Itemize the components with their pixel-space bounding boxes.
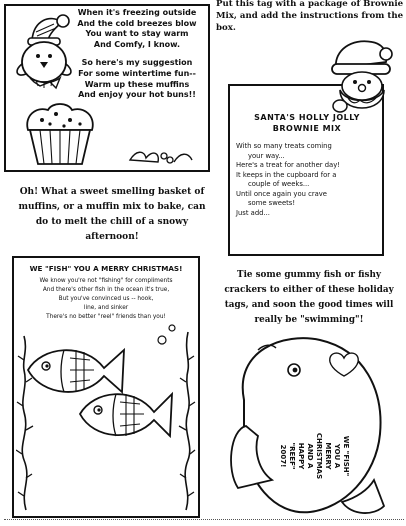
fish-tag-verse: [16, 277, 196, 322]
title-line: BROWNIE MIX: [272, 124, 342, 133]
verse-line: And Comfy, I know.: [93, 39, 181, 49]
verse-line: But you've convinced us -- hook,: [58, 296, 154, 302]
message-line: AND A: [306, 443, 314, 469]
message-line: HAPPY: [297, 442, 305, 470]
title-line: SANTA'S HOLLY JOLLY: [254, 113, 360, 122]
tag-line: Until once again you crave: [236, 189, 327, 198]
verse-line: There's no better "reel" friends than you!: [46, 314, 166, 320]
fish-illustration: [76, 384, 176, 444]
fish-tag-message: [278, 392, 350, 520]
verse-line: For some wintertime fun--: [78, 68, 196, 78]
message-line: "REEF": [288, 442, 296, 470]
verse-line: line, and sinker: [83, 305, 129, 311]
brownie-instructions: Put this tag with a package of Brownie Mix, and add the instructions from the box.: [216, 0, 404, 33]
tag-line: Here's a treat for another day!: [236, 161, 340, 169]
verse-line: So here's my suggestion: [81, 58, 193, 68]
message-line: WE "FISH": [342, 435, 350, 477]
verse-line: We know you're not "fishing" for compliments: [39, 278, 173, 284]
muffin-caption: Oh! What a sweet smelling basket of muffins, or a muffin mix to bake, can do to melt the chill of a snowy afternoon!: [18, 187, 206, 242]
verse-line: You want to stay warm: [85, 29, 189, 39]
verse-line: Warm up these muffins: [84, 79, 190, 89]
muffin-verse: [72, 8, 202, 101]
verse-line: And enjoy your hot buns!!: [78, 90, 196, 100]
bird-illustration: [10, 10, 76, 98]
tag-line: some sweets!: [248, 199, 296, 207]
verse-line: And the cold breezes blow: [77, 18, 197, 28]
message-line: MERRY: [324, 442, 332, 470]
verse-line: When it's freezing outside: [77, 8, 197, 17]
message-line: 2007!: [279, 444, 287, 468]
verse-line: And there's other fish in the ocean it's true,: [42, 287, 170, 293]
tag-line: your way...: [248, 151, 285, 160]
page-bottom-rule: [4, 519, 404, 520]
brownie-tag-body: [236, 142, 382, 218]
holly-illustration: [126, 142, 196, 168]
message-line: YOU A: [333, 443, 341, 469]
tag-line: It keeps in the cupboard for a: [236, 170, 337, 179]
tag-line: With so many treats coming: [236, 142, 332, 150]
message-line: CHRISTMAS: [315, 432, 323, 480]
tag-line: Just add...: [236, 208, 270, 217]
muffin-illustration: [22, 100, 98, 170]
fish-tag-title: WE "FISH" YOU A MERRY CHRISTMAS!: [29, 264, 183, 273]
brownie-tag-title: [236, 112, 378, 134]
tag-line: couple of weeks...: [248, 180, 310, 188]
fish-caption: Tie some gummy fish or fishy crackers to either of these holiday tags, and soon the good times will really be "swimming"!: [224, 270, 394, 325]
santa-illustration: [326, 34, 398, 120]
